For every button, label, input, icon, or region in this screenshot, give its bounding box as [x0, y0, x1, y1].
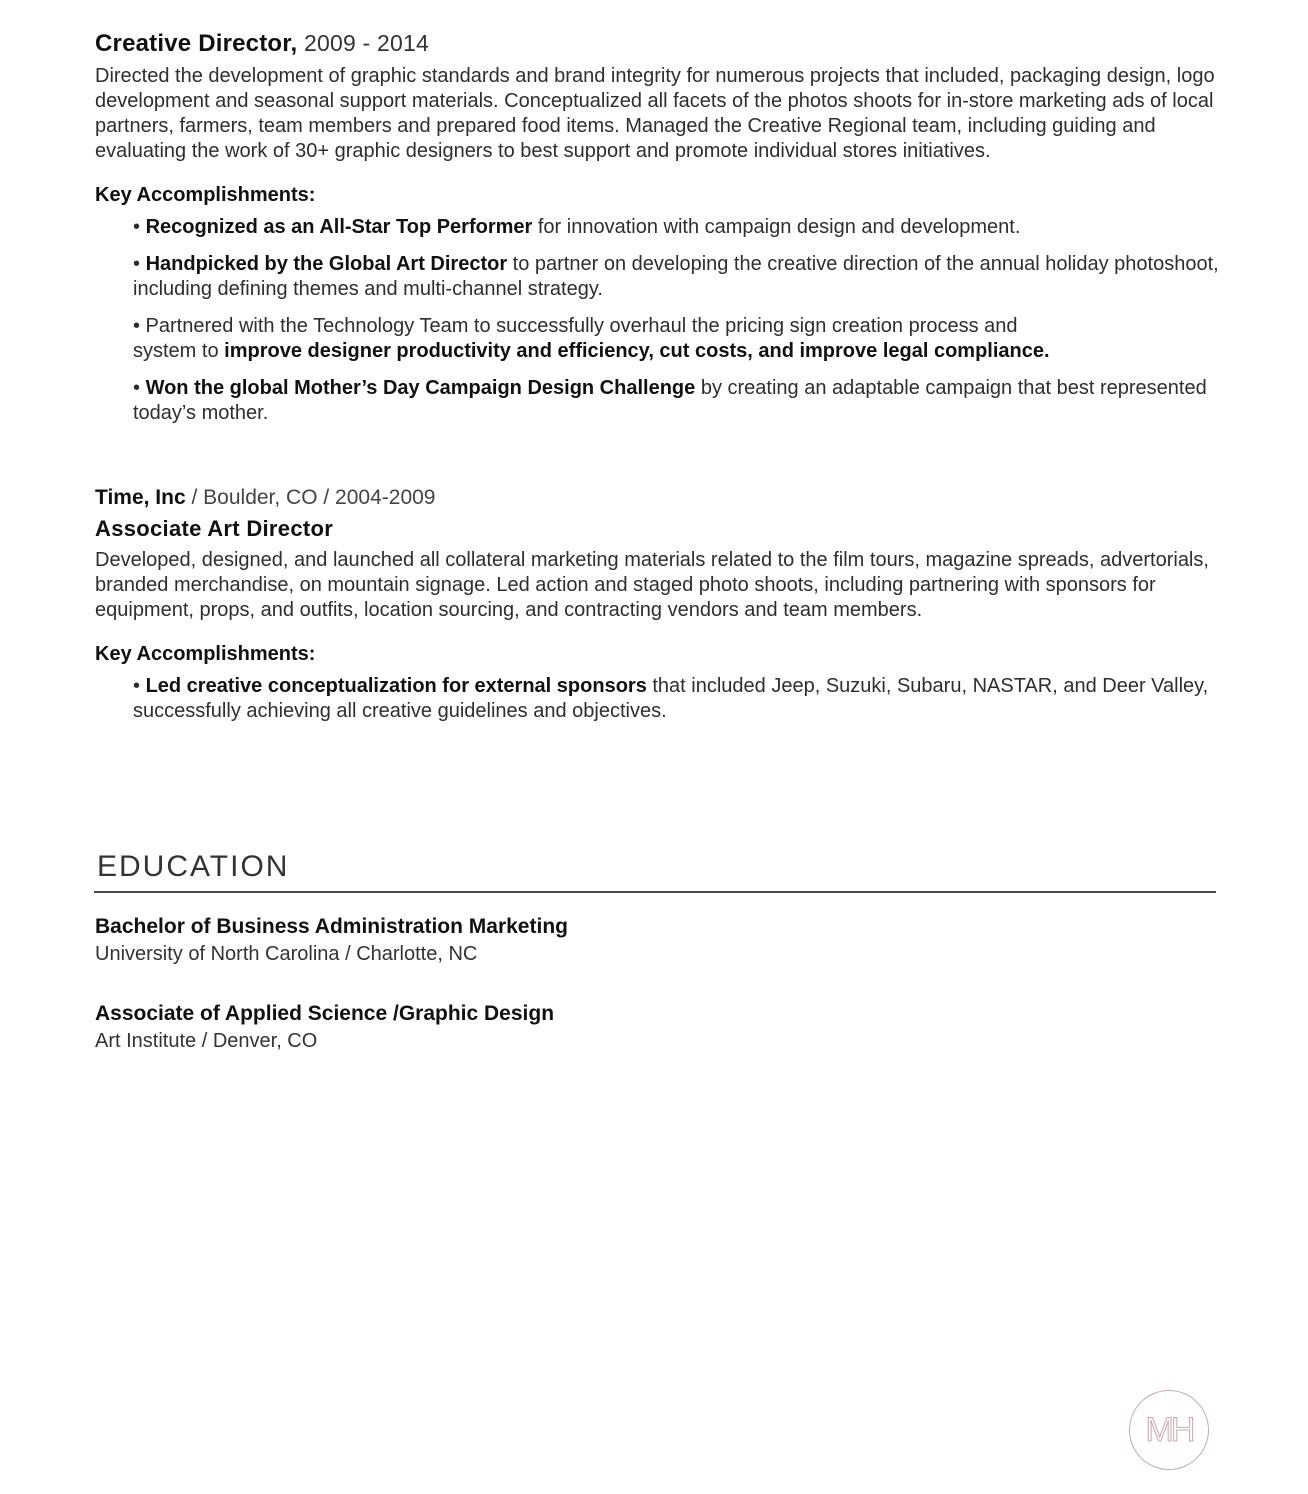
- education-entry: [95, 915, 568, 966]
- degree-name: Associate of Applied Science /Graphic Design: [95, 1002, 555, 1025]
- company-line: [95, 486, 1225, 510]
- school-name: Art Institute / Denver, CO: [95, 1030, 318, 1052]
- degree-name: Bachelor of Business Administration Marketing: [95, 915, 568, 938]
- section-divider: [94, 891, 1216, 893]
- company-name: Time, Inc: [95, 486, 186, 509]
- school-name: University of North Carolina / Charlotte, NC: [95, 943, 478, 965]
- education-entry: [95, 1002, 554, 1053]
- accomplishment-item: • Won the global Mother’s Day Campaign Design Challenge by creating an adaptable campaign that best represented today’s mother.: [133, 377, 1207, 424]
- job-dates: 2009 - 2014: [297, 30, 429, 56]
- education-heading: EDUCATION: [97, 850, 290, 883]
- accomplishment-item: • Recognized as an All-Star Top Performer for innovation with campaign design and development.: [133, 216, 1021, 238]
- accomplishments-list: [95, 674, 1225, 724]
- job-title-text: Creative Director,: [95, 30, 298, 57]
- job-role: Associate Art Director: [95, 516, 334, 541]
- accomplishment-item: • Handpicked by the Global Art Director to partner on developing the creative direction of the annual holiday photoshoot, including defining themes and multi-channel strategy.: [133, 253, 1219, 300]
- svg-text:MH: MH: [1145, 1411, 1193, 1449]
- company-location-dates: / Boulder, CO / 2004-2009: [185, 486, 436, 509]
- accomplishments-label: Key Accomplishments:: [95, 184, 316, 206]
- monogram-logo: [1129, 1390, 1209, 1470]
- accomplishments-label: Key Accomplishments:: [95, 643, 316, 665]
- accomplishment-item: • Partnered with the Technology Team to successfully overhaul the pricing sign creation process and system to improve designer productivity and efficiency, cut costs, and improve legal compliance.: [133, 315, 1050, 362]
- accomplishments-list: [95, 215, 1225, 426]
- job-title: [95, 30, 1225, 58]
- job-description: Directed the development of graphic standards and brand integrity for numerous projects that included, packaging design, logo development and seasonal support materials. Conceptualized all facets of the photos shoots for in-store marketing ads of local partners, farmers, team members and prepared food items. Managed the Creative Regional team, including guiding and evaluating the work of 30+ graphic designers to best support and promote individual stores initiatives.: [95, 65, 1215, 162]
- job-description: Developed, designed, and launched all collateral marketing materials related to the film tours, magazine spreads, advertorials, branded merchandise, on mountain signage. Led action and staged photo shoots, including partnering with sponsors for equipment, props, and outfits, location sourcing, and contracting vendors and team members.: [95, 549, 1209, 621]
- accomplishment-item: • Led creative conceptualization for external sponsors that included Jeep, Suzuki, Subaru, NASTAR, and Deer Valley, successfully achieving all creative guidelines and objectives.: [133, 675, 1209, 722]
- resume-page: [95, 30, 1225, 736]
- monogram-icon: [1139, 1410, 1199, 1450]
